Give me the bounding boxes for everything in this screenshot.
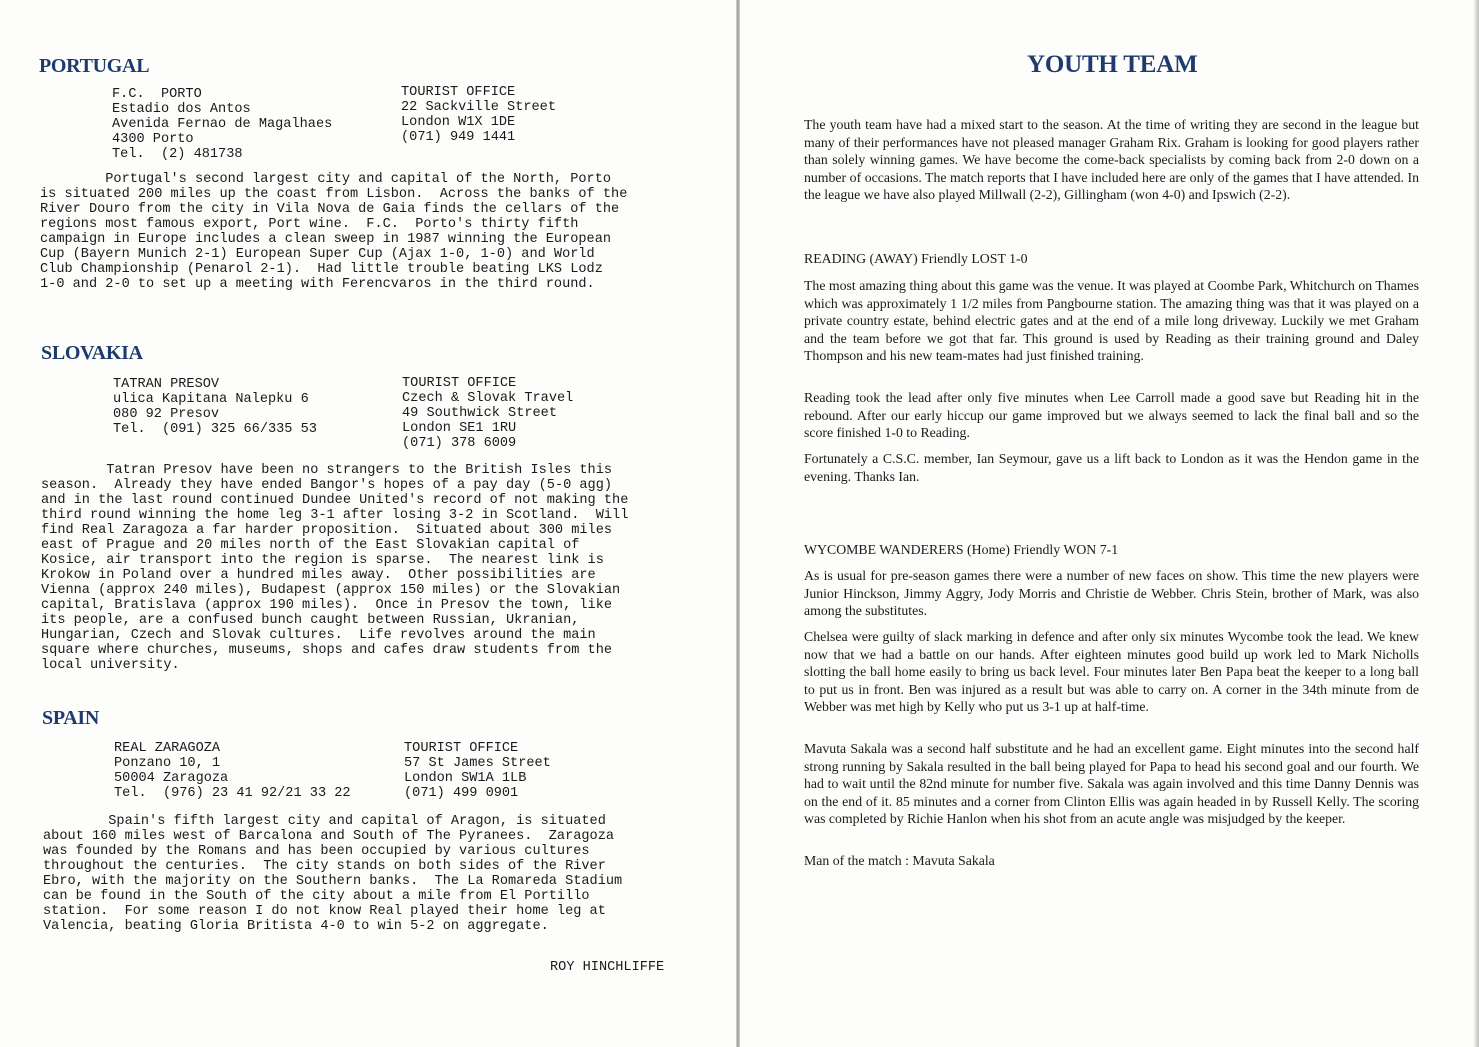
spain-heading: SPAIN	[42, 707, 100, 729]
portugal-tourist-office: TOURIST OFFICE 22 Sackville Street London W1X 1DE (071) 949 1441	[401, 85, 556, 145]
slovakia-paragraph: Tatran Presov have been no strangers to the British Isles this season. Already they have ended Bangor's hopes of a pay day (5-0 agg) and in the last round continued Dundee United's record of not making the third round winning the home leg 3-1 after losing 3-2 in Scotland. Will find Real Zaragoza a far harder proposition. Situated about 300 miles east of Prague and 20 miles north of the East Slovakian capital of Kosice, air transport into the region is sparse. The nearest link is Krokow in Poland over a hundred miles away. Other possibilities are Vienna (approx 240 miles), Budapest (approx 150 miles) or the Slovakian capital, Bratislava (approx 190 miles). Once in Presov the town, like its people, are a confused bunch caught between Russian, Ukranian, Hungarian, Czech and Slovak cultures. Life revolves around the main square where churches, museums, shops and cafes draw students from the local university.	[41, 463, 629, 673]
slovakia-tourist-office: TOURIST OFFICE Czech & Slovak Travel 49 Southwick Street London SE1 1RU (071) 378 6009	[402, 376, 574, 451]
wycombe-paragraph-1: As is usual for pre-season games there were a number of new faces on show. This time the new players were Junior Hinckson, Jimmy Aggry, Jody Morris and Christie de Webber. Chris Stein, brother of Mark, was also among the substitutes.	[804, 568, 1419, 618]
reading-match-heading: READING (AWAY) Friendly LOST 1-0	[804, 251, 1028, 266]
zaragoza-club-address: REAL ZARAGOZA Ponzano 10, 1 50004 Zaragoza Tel. (976) 23 41 92/21 33 22	[114, 741, 351, 801]
wycombe-paragraph-3: Mavuta Sakala was a second half substitute and he had an excellent game. Eight minutes into the second half strong running by Sakala resulted in the ball being played for Papa to head his second goal and our fourth. We had to wait until the 82nd minute for number five. Sakala was again involved and this time Danny Dennis was on the end of it. 85 minutes and a corner from Clinton Ellis was again headed in by Russell Kelly. The scoring was completed by Richie Hanlon when his shot from an acute angle was misjudged by the keeper.	[804, 741, 1419, 826]
author-signature: ROY HINCHLIFFE	[550, 960, 665, 975]
portugal-heading: PORTUGAL	[39, 55, 150, 77]
spain-tourist-office: TOURIST OFFICE 57 St James Street London SW1A 1LB (071) 499 0901	[404, 741, 551, 801]
page-edge	[1473, 0, 1479, 1047]
slovakia-heading: SLOVAKIA	[41, 342, 143, 364]
wycombe-paragraph-2: Chelsea were guilty of slack marking in defence and after only six minutes Wycombe took the lead. We knew now that we had a battle on our hands. After eighteen minutes good build up work led to Mark Nicholls slotting the ball home easily to bring us back level. Four minutes later Ben Papa beat the keeper to a long ball to put us in front. Ben was injured as a result but was able to carry on. A corner in the 34th minute from de Webber was met high by Kelly who put us 3-1 up at half-time.	[804, 629, 1419, 714]
tatran-club-address: TATRAN PRESOV ulica Kapitana Nalepku 6 080 92 Presov Tel. (091) 325 66/335 53	[113, 377, 317, 437]
reading-paragraph-3: Fortunately a C.S.C. member, Ian Seymour, gave us a lift back to London as it was the Hendon game in the evening. Thanks Ian.	[804, 451, 1419, 484]
book-gutter	[736, 0, 740, 1047]
spain-paragraph: Spain's fifth largest city and capital of Aragon, is situated about 160 miles west of Barcalona and South of The Pyranees. Zaragoza was founded by the Romans and has been occupied by various cultures throughout the centuries. The city stands on both sides of the River Ebro, with the majority on the Southern banks. The La Romareda Stadium can be found in the South of the city about a mile from El Portillo station. For some reason I do not know Real played their home leg at Valencia, beating Gloria Britista 4-0 to win 5-2 on aggregate.	[43, 814, 623, 934]
reading-paragraph-1: The most amazing thing about this game was the venue. It was played at Coombe Park, Whitchurch on Thames which was approximately 1 1/2 miles from Pangbourne station. The amazing thing was that it was played on a private country estate, behind electric gates and at the end of a mile long driveway. Luckily we met Graham and the team before we got that far. This ground is used by Reading as their training ground and Daley Thompson and his new team-mates had just finished training.	[804, 278, 1419, 363]
man-of-the-match: Man of the match : Mavuta Sakala	[804, 853, 995, 868]
wycombe-match-heading: WYCOMBE WANDERERS (Home) Friendly WON 7-1	[804, 542, 1119, 557]
porto-club-address: F.C. PORTO Estadio dos Antos Avenida Fernao de Magalhaes 4300 Porto Tel. (2) 481738	[112, 87, 333, 162]
portugal-paragraph: Portugal's second largest city and capital of the North, Porto is situated 200 miles up the coast from Lisbon. Across the banks of the River Douro from the city in Vila Nova de Gaia finds the cellars of the regions most famous export, Port wine. F.C. Porto's thirty fifth campaign in Europe includes a clean sweep in 1987 winning the European Cup (Bayern Munich 2-1) European Super Cup (Ajax 1-0, 1-0) and World Club Championship (Penarol 2-1). Had little trouble beating LKS Lodz 1-0 and 2-0 to set up a meeting with Ferencvaros in the third round.	[40, 172, 628, 292]
youth-team-title: YOUTH TEAM	[1027, 51, 1198, 78]
reading-paragraph-2: Reading took the lead after only five minutes when Lee Carroll made a good save but Reading hit in the rebound. After our early hiccup our game improved but we always seemed to lack the final ball and so the score finished 1-0 to Reading.	[804, 390, 1419, 440]
youth-intro-paragraph: The youth team have had a mixed start to the season. At the time of writing they are second in the league but many of their performances have not pleased manager Graham Rix. Graham is looking for good players rather than solely winning games. We have become the come-back specialists by coming back from 2-0 down on a number of occasions. The match reports that I have included here are only of the games that I have attended. In the league we have also played Millwall (2-2), Gillingham (won 4-0) and Ipswich (2-2).	[804, 117, 1419, 202]
